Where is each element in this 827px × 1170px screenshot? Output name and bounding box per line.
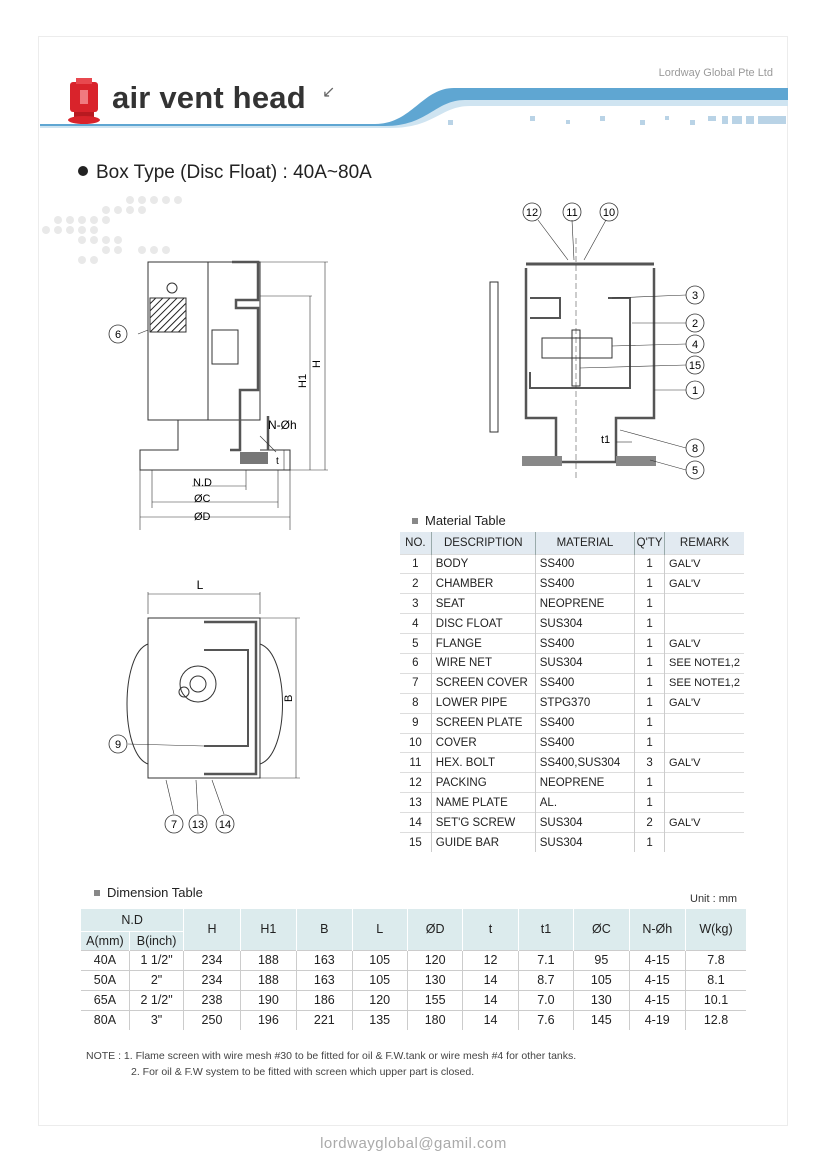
cell-remark <box>665 713 744 733</box>
arrow-icon: ↙ <box>322 84 336 101</box>
cell-remark: GAL'V <box>665 693 744 713</box>
dimension-cell: 4-15 <box>629 990 685 1010</box>
cell-description: COVER <box>431 733 535 753</box>
dimension-cell: 105 <box>574 970 629 990</box>
col-qty: Q'TY <box>635 532 665 554</box>
cell-description: SCREEN PLATE <box>431 713 535 733</box>
cell-material: SS400 <box>535 634 634 654</box>
section-view-drawing <box>480 198 720 480</box>
cell-no: 7 <box>400 673 431 693</box>
label-t1: t1 <box>601 434 611 446</box>
cell-no: 15 <box>400 832 431 852</box>
cell-qty: 1 <box>635 713 665 733</box>
dimension-table <box>81 909 746 1030</box>
col-h: H <box>184 909 240 950</box>
cell-no: 9 <box>400 713 431 733</box>
col-n-dh: N-Øh <box>629 909 685 950</box>
dimension-table-heading-text: Dimension Table <box>107 885 203 900</box>
table-row <box>400 693 744 713</box>
table-row <box>400 753 744 773</box>
cell-no: 5 <box>400 634 431 654</box>
cell-no: 10 <box>400 733 431 753</box>
cell-description: LOWER PIPE <box>431 693 535 713</box>
dimension-cell: 234 <box>184 970 240 990</box>
label-nd: N.D <box>193 477 212 489</box>
cell-qty: 1 <box>635 594 665 614</box>
dimension-cell: 4-15 <box>629 950 685 970</box>
dimension-cell: 163 <box>297 970 352 990</box>
table-row <box>400 574 744 594</box>
dimension-cell: 14 <box>463 970 518 990</box>
dimension-cell: 130 <box>574 990 629 1010</box>
notes <box>86 1048 576 1080</box>
table-row <box>400 733 744 753</box>
balloon-5: 5 <box>691 465 699 477</box>
cell-remark <box>665 832 744 852</box>
dimension-cell: 65A <box>81 990 129 1010</box>
dimension-cell: 4-19 <box>629 1010 685 1030</box>
cell-qty: 1 <box>635 554 665 574</box>
balloon-8: 8 <box>691 443 699 455</box>
col-od: ØD <box>407 909 462 950</box>
square-bullet-icon <box>94 890 100 896</box>
cell-qty: 1 <box>635 673 665 693</box>
dimension-cell: 163 <box>297 950 352 970</box>
cell-material: SUS304 <box>535 813 634 833</box>
balloon-4: 4 <box>691 339 699 351</box>
cell-no: 8 <box>400 693 431 713</box>
balloon-2: 2 <box>691 318 699 330</box>
cell-material: SS400 <box>535 733 634 753</box>
dimension-cell: 10.1 <box>685 990 746 1010</box>
label-t: t <box>276 456 279 467</box>
cell-description: SCREEN COVER <box>431 673 535 693</box>
cell-material: SS400 <box>535 554 634 574</box>
cell-qty: 1 <box>635 614 665 634</box>
cell-material: NEOPRENE <box>535 594 634 614</box>
dimension-cell: 50A <box>81 970 129 990</box>
dimension-cell: 14 <box>463 1010 518 1030</box>
dimension-cell: 234 <box>184 950 240 970</box>
cell-qty: 1 <box>635 634 665 654</box>
cell-remark: GAL'V <box>665 813 744 833</box>
cell-remark: GAL'V <box>665 554 744 574</box>
dimension-cell: 155 <box>407 990 462 1010</box>
dimension-cell: 120 <box>352 990 407 1010</box>
material-table-heading-text: Material Table <box>425 513 506 528</box>
table-row <box>400 673 744 693</box>
cell-description: SET'G SCREW <box>431 813 535 833</box>
cell-material: SUS304 <box>535 614 634 634</box>
note-1: NOTE : 1. Flame screen with wire mesh #30 to be fitted for oil & F.W.tank or wire mesh #4 for other tanks. <box>86 1050 577 1062</box>
label-b: B <box>283 694 295 702</box>
balloon-11: 11 <box>566 207 578 219</box>
cell-remark <box>665 733 744 753</box>
col-h1: H1 <box>240 909 296 950</box>
cell-qty: 1 <box>635 653 665 673</box>
dimension-cell: 7.1 <box>518 950 573 970</box>
dimension-cell: 250 <box>184 1010 240 1030</box>
label-h: H <box>311 360 323 368</box>
dimension-cell: 120 <box>407 950 462 970</box>
balloon-10: 10 <box>602 207 616 219</box>
table-row <box>81 970 746 990</box>
cell-remark: GAL'V <box>665 574 744 594</box>
label-od: ØD <box>194 511 211 523</box>
cell-qty: 1 <box>635 693 665 713</box>
cell-description: SEAT <box>431 594 535 614</box>
col-l: L <box>352 909 407 950</box>
cell-no: 13 <box>400 793 431 813</box>
dimension-cell: 190 <box>240 990 296 1010</box>
dimension-cell: 238 <box>184 990 240 1010</box>
dimension-cell: 7.6 <box>518 1010 573 1030</box>
balloon-9: 9 <box>114 739 122 751</box>
cell-material: SS400 <box>535 713 634 733</box>
dimension-cell: 1 1/2" <box>129 950 183 970</box>
dimension-cell: 95 <box>574 950 629 970</box>
company-name: Lordway Global Pte Ltd <box>658 67 773 79</box>
dimension-cell: 196 <box>240 1010 296 1030</box>
cell-no: 3 <box>400 594 431 614</box>
cell-remark <box>665 614 744 634</box>
col-no: NO. <box>400 532 431 554</box>
dimension-table-header <box>81 909 746 931</box>
cell-description: PACKING <box>431 773 535 793</box>
cell-material: AL. <box>535 793 634 813</box>
dimension-cell: 135 <box>352 1010 407 1030</box>
cell-no: 6 <box>400 653 431 673</box>
label-l: L <box>196 578 204 592</box>
balloon-7: 7 <box>170 819 178 831</box>
table-row <box>400 614 744 634</box>
col-material: MATERIAL <box>535 532 634 554</box>
cell-remark: SEE NOTE1,2 <box>665 653 744 673</box>
table-row <box>400 832 744 852</box>
material-table-header <box>400 532 744 554</box>
cell-description: GUIDE BAR <box>431 832 535 852</box>
col-nd: N.D <box>81 909 184 931</box>
dimension-cell: 105 <box>352 950 407 970</box>
cell-no: 1 <box>400 554 431 574</box>
table-row <box>400 594 744 614</box>
col-b: B <box>297 909 352 950</box>
cell-qty: 2 <box>635 813 665 833</box>
cell-no: 4 <box>400 614 431 634</box>
cell-description: DISC FLOAT <box>431 614 535 634</box>
cell-description: HEX. BOLT <box>431 753 535 773</box>
col-remark: REMARK <box>665 532 744 554</box>
dimension-cell: 80A <box>81 1010 129 1030</box>
cell-remark: SEE NOTE1,2 <box>665 673 744 693</box>
balloon-3: 3 <box>691 290 699 302</box>
cell-qty: 3 <box>635 753 665 773</box>
cell-description: FLANGE <box>431 634 535 654</box>
cell-description: BODY <box>431 554 535 574</box>
dimension-cell: 3" <box>129 1010 183 1030</box>
cell-remark <box>665 793 744 813</box>
dimension-table-heading <box>94 885 203 900</box>
dimension-cell: 40A <box>81 950 129 970</box>
label-h1: H1 <box>297 373 309 388</box>
bullet-icon <box>78 166 88 176</box>
side-elevation-drawing <box>100 240 340 530</box>
cell-no: 12 <box>400 773 431 793</box>
table-row <box>81 950 746 970</box>
table-row <box>81 990 746 1010</box>
cell-material: SUS304 <box>535 832 634 852</box>
note-2: 2. For oil & F.W system to be fitted with screen which upper part is closed. <box>131 1066 475 1078</box>
table-row <box>400 634 744 654</box>
cell-no: 14 <box>400 813 431 833</box>
dimension-cell: 188 <box>240 950 296 970</box>
dimension-cell: 8.7 <box>518 970 573 990</box>
col-b-inch: B(inch) <box>129 931 183 950</box>
footer-email: lordwayglobal@gamil.com <box>320 1135 507 1152</box>
table-row <box>400 653 744 673</box>
cell-qty: 1 <box>635 793 665 813</box>
cell-qty: 1 <box>635 773 665 793</box>
dimension-cell: 2 1/2" <box>129 990 183 1010</box>
dimension-cell: 145 <box>574 1010 629 1030</box>
plan-view-drawing <box>100 574 340 836</box>
cell-material: SS400 <box>535 574 634 594</box>
page-title: air vent head <box>112 80 306 115</box>
dimension-cell: 12.8 <box>685 1010 746 1030</box>
cell-qty: 1 <box>635 832 665 852</box>
col-oc: ØC <box>574 909 629 950</box>
balloon-6: 6 <box>114 329 122 341</box>
col-t: t <box>463 909 518 950</box>
balloon-12: 12 <box>525 207 539 219</box>
col-t1: t1 <box>518 909 573 950</box>
table-row <box>400 554 744 574</box>
cell-qty: 1 <box>635 733 665 753</box>
table-row <box>400 773 744 793</box>
cell-remark <box>665 594 744 614</box>
cell-description: CHAMBER <box>431 574 535 594</box>
cell-remark: GAL'V <box>665 753 744 773</box>
dimension-cell: 188 <box>240 970 296 990</box>
cell-remark <box>665 773 744 793</box>
dimension-cell: 2" <box>129 970 183 990</box>
dimension-cell: 221 <box>297 1010 352 1030</box>
table-row <box>81 1010 746 1030</box>
dimension-cell: 180 <box>407 1010 462 1030</box>
cell-no: 2 <box>400 574 431 594</box>
cell-material: STPG370 <box>535 693 634 713</box>
cell-material: NEOPRENE <box>535 773 634 793</box>
col-weight: W(kg) <box>685 909 746 950</box>
balloon-14: 14 <box>218 819 232 831</box>
square-bullet-icon <box>412 518 418 524</box>
dimension-cell: 186 <box>297 990 352 1010</box>
dimension-cell: 105 <box>352 970 407 990</box>
col-description: DESCRIPTION <box>431 532 535 554</box>
valve-icon <box>64 76 104 126</box>
balloon-1: 1 <box>691 385 699 397</box>
table-row <box>400 813 744 833</box>
dimension-cell: 4-15 <box>629 970 685 990</box>
material-table-heading <box>412 513 506 528</box>
balloon-13: 13 <box>191 819 205 831</box>
label-oc: ØC <box>194 493 211 505</box>
dimension-cell: 12 <box>463 950 518 970</box>
cell-description: NAME PLATE <box>431 793 535 813</box>
material-table <box>400 532 744 852</box>
dimension-cell: 7.8 <box>685 950 746 970</box>
cell-material: SS400 <box>535 673 634 693</box>
unit-label: Unit : mm <box>690 893 738 905</box>
col-a-mm: A(mm) <box>81 931 129 950</box>
cell-material: SUS304 <box>535 653 634 673</box>
label-n-dh: N-Øh <box>268 418 297 432</box>
dimension-cell: 130 <box>407 970 462 990</box>
dimension-cell: 8.1 <box>685 970 746 990</box>
dimension-cell: 14 <box>463 990 518 1010</box>
cell-description: WIRE NET <box>431 653 535 673</box>
subtitle-text: Box Type (Disc Float) : 40A~80A <box>96 162 372 183</box>
table-row <box>400 793 744 813</box>
cell-qty: 1 <box>635 574 665 594</box>
cell-material: SS400,SUS304 <box>535 753 634 773</box>
cell-no: 11 <box>400 753 431 773</box>
table-row <box>400 713 744 733</box>
balloon-15: 15 <box>688 360 702 372</box>
dimension-cell: 7.0 <box>518 990 573 1010</box>
cell-remark: GAL'V <box>665 634 744 654</box>
